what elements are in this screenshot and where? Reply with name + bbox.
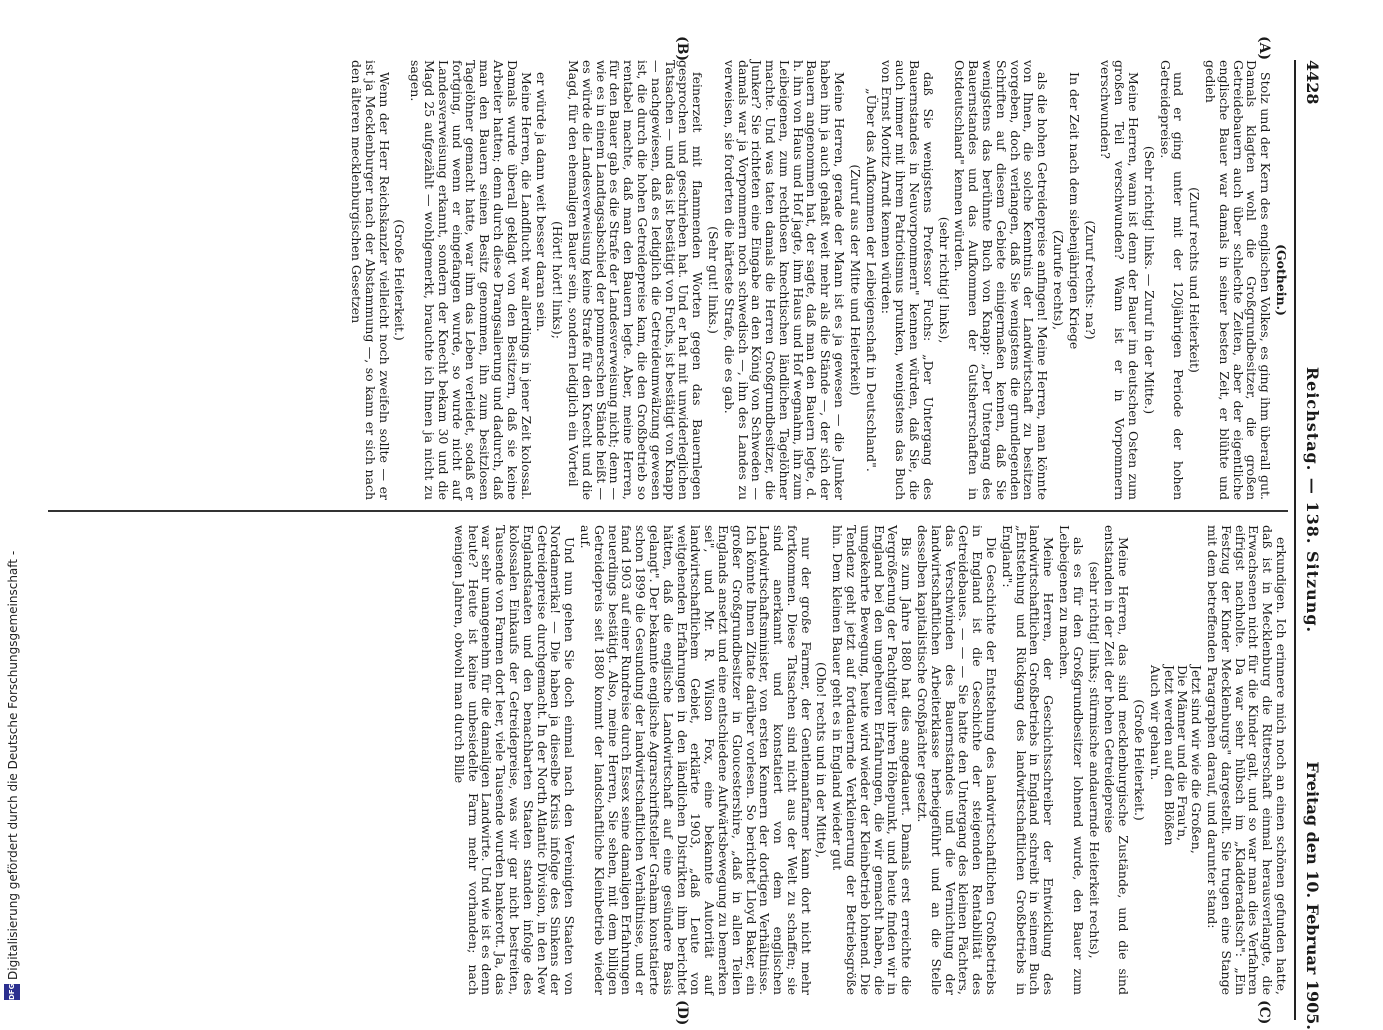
paragraph: Meine Herren, die Landflucht war allerdings in jener Zeit kolossal. Damals wurde überall geklagt von den Besitzern, daß sie keine Arbeiter hatten; denn durch diese Drangsalierung und dadurch, daß man den Bauern seinen Besitz genommen, ihn zum besitzlosen Tagelöhner gemacht hatte, war ihm das Leben verleidet, sodaß er fortging, und wenn er eingefangen wurde, so wurde nicht auf Landesverweisung erkannt, sondern der Knecht bekam 30 und die Magd 25 aufgezählt — wohlgemerkt, brauchte ich Ihnen ja nicht zu sagen. bbox=[408, 60, 534, 500]
paragraph: Und nun gehen Sie doch einmal nach den Vereinigten Staaten von Nordamerika! — Die haben ja dieselbe Krisis infolge des Sinkens der Getreidepreise durchgemacht. In der North Atlantic Division, in den New Englandstaaten und den benachbarten Staaten standen infolge des kolossalen Einkaufs der Getreidepreise, was wir gar nicht bestreiten, Tausende von Farmen dort leer, viele Tausende wurden bankerott. Ja, das war sehr unangenehm für die damaligen Landwirte. Und wie ist es denn heute? Heute ist keine unbesiedelte Farm mehr vorhanden; nach wenigen Jahren, obwohl man durch Bille bbox=[451, 525, 578, 995]
dfg-logo: DFG bbox=[4, 984, 20, 1000]
paragraph: als es für den Großgrundbesitzer lohnend wurde, den Bauer zum Leibeigenen zu machen. bbox=[1057, 525, 1086, 995]
footer-text: Digitalisierung gefördert durch die Deutsche Forschungsgemeinschaft - bbox=[6, 550, 20, 980]
stage-direction: (Oho! rechts und in der Mitte), bbox=[814, 661, 830, 859]
margin-mark-b: (B) bbox=[674, 36, 690, 62]
paragraph: erkundigen. Ich erinnere mich noch an einen schönen gefunden hatte, daß ist in Mecklenburg die Ritterschaft einmal herausverlangte, die Erwachsenen nicht für die Kinder galt, und so war man dies Verfahren eifrigst nachholte. Da war sehr hübsch im „Kladderadatsch": „Ein Festzug der Kinder Mecklenburgs" dargestellt. Sie trugen eine Stange mit dem betreffenden Paragraphen darauf, und darunter stand: bbox=[1205, 525, 1289, 995]
page-date: Freitag den 10. Februar 1905. bbox=[1303, 761, 1322, 1030]
stage-direction: (Sehr richtig! links. — Zuruf in der Mitte.) bbox=[1141, 145, 1157, 415]
verse-line: Die Männer und die Frau'n, bbox=[1175, 665, 1191, 842]
paragraph: In der Zeit nach dem siebenjährigen Kriege bbox=[1066, 72, 1082, 350]
margin-mark-c: (C) bbox=[1256, 1000, 1272, 1025]
right-column bbox=[450, 525, 1288, 995]
paragraph: Meine Herren, wann ist denn der Bauer im deutschen Osten zum großen Teil verschwunden? Wann ist er in Vorpommern verschwunden? bbox=[1098, 60, 1142, 500]
margin-mark-d: (D) bbox=[674, 1000, 690, 1026]
paragraph: Meine Herren, das sind mecklenburgische Zustände, und die sind entstanden in der Zeit der hohen Getreidepreise bbox=[1102, 525, 1132, 995]
verse-line: Auch wir gehau'n. bbox=[1147, 665, 1163, 781]
paragraph: Meine Herren, der Geschichtsschreiber der Entwicklung des landwirtschaftlichen Großbetriebs in England schreibt in seinem Buch „Entstehung und Rückgang des landwirtschaftlichen Großbetriebs in England": bbox=[999, 525, 1057, 995]
stage-direction: (Große Heiterkeit.) bbox=[1132, 699, 1148, 821]
margin-mark-a: (A) bbox=[1256, 36, 1272, 61]
paragraph: daß Sie wenigstens Professor Fuchs: „Der Untergang des Bauernstandes in Neuvorpommern" kennen würden, daß Sie, die auch immer mit ihrem Patriotismus prunken, wenigstens das Buch von Ernst Moritz Arndt kennen würden: bbox=[879, 60, 936, 500]
left-column bbox=[347, 60, 1288, 500]
stage-direction: „Über das Aufkommen der Leibeigenschaft in Deutschland". bbox=[863, 88, 879, 472]
stage-direction: (Große Heiterkeit.) bbox=[392, 219, 408, 341]
stage-direction: (sehr richtig! links; stürmische andauernde Heiterkeit rechts), bbox=[1086, 561, 1102, 959]
paragraph: er würde ja dann weit besser daran sein. bbox=[534, 72, 550, 332]
paragraph: als die hohen Getreidepreise anfingen! Meine Herren, man könnte von Ihnen, die solche Kenntnis der Landwirtschaft zu besitzen vorgeben, doch verlangen, daß Sie wenigstens die grundlegenden Schriften auf diesem Gebiete einigermaßen kennen, daß Sie wenigstens das berühmte Buch von Knapp: „Der Untergang des Bauernstandes und das Aufkommen der Gutsherrschaften in Ostdeutschland" kennen würden. bbox=[952, 60, 1051, 500]
page-title: Reichstag. — 138. Sitzung. bbox=[1303, 366, 1322, 634]
stage-direction: (Zurufe rechts), bbox=[1051, 229, 1067, 331]
paragraph: Die Geschichte der Entstehung des landwirtschaftlichen Großbetriebs in England ist die Geschichte der steigenden Rentabilität des Getreidebaues. — — — Sie hatte den Untergang des kleinen Pächters, das Verschwinden des Bauernstandes und die Vernichtung der landwirtschaftlichen Arbeiterklasse herbeigeführt und an die Stelle desselben kapitalistische Großpächter gesetzt. bbox=[915, 525, 1000, 995]
newspaper-page bbox=[10, 0, 1330, 1030]
stage-direction: (Zuruf rechts und Heiterkeit) bbox=[1187, 187, 1203, 373]
verse-line: Jetzt werden auf den Blößen bbox=[1161, 665, 1177, 846]
header-rule bbox=[1294, 60, 1296, 1020]
paragraph: feinerzeit mit flammenden Worten gegen das Bauernlegen gesprochen und geschrieben hat. Und er hat mit unwiderleglichen Tatsachen — und das ist bestätigt von Fuchs, ist bestätigt von Knapp — nachgewiesen, daß es lediglich die Getreideumwälzung gewesen ist, die durch die hohen Getreidepreise kam, die den Großbetrieb so rentabel machte, daß man den Bauern legte. Aber, meine Herren, für den Bauer gab es die Strafe der Landesverweisung nicht; denn — wie es in einem Landtagsabschied der pommerschen Stände heißt — es würde die Landesverweisung keine Strafe für den Knecht und die Magd, für den ehemaligen Bauer sein, sondern lediglich ein Vorteil bbox=[565, 60, 706, 500]
stage-direction: (Hört! hört! links); bbox=[550, 221, 566, 339]
paragraph: Wenn der Herr Reichskanzler vielleicht noch zweifeln sollte — er ist ja Mecklenburger nach der Abstammung —, so kann er sich nach den älteren mecklenburgischen Gesetzen bbox=[349, 60, 392, 500]
stage-direction: (sehr richtig! links), bbox=[936, 216, 952, 344]
stage-direction: (Zuruf rechts: na?) bbox=[1082, 220, 1098, 340]
column-divider bbox=[48, 510, 1288, 512]
paragraph: Stolz und der Kern des englischen Volkes, es ging ihm überall gut. Damals klagten wohl die Großgrundbesitzer, die großen Getreidebauern auch über schlechte Zeiten, aber der eigentliche englische Bauer war damals in seiner besten Zeit, er blühte und gedieh bbox=[1203, 60, 1274, 500]
paragraph: Bis zum Jahre 1880 hat dies angedauert. Damals erst erreichte die Vergrößerung der Pachtgüter ihren Höhepunkt, und heute finden wir in England bei den ungeheuren Erfahrungen, die wir gemacht haben, die umgekehrte Bewegung, heute wird wieder der Kleinbetrieb lohnend. Die Tendenz geht jetzt auf fortdauernde Verkleinerung der Betriebsgröße hin. Dem kleinen Bauer geht es in England wieder gut bbox=[830, 525, 915, 995]
digitization-footer bbox=[0, 0, 28, 1000]
stage-direction: (Sehr gut! links.) bbox=[705, 226, 721, 334]
stage-direction: (Zuruf aus der Mitte und Heiterkeit) bbox=[847, 164, 863, 396]
paragraph: und er ging unter mit der 120jährigen Periode der hohen Getreidepreise. bbox=[1157, 60, 1187, 500]
speaker-name: (Gothein.) bbox=[1274, 244, 1289, 316]
page-header bbox=[1296, 60, 1322, 1030]
page-number: 4428 bbox=[1303, 60, 1322, 105]
paragraph: nur der große Farmer, der Gentlemanfarmer kann dort nicht mehr fortkommen. Diese Tatsachen sind nicht aus der Welt zu schaffen; sie sind anerkannt und konstatiert von dem englischen Landwirtschaftsminister, von ersten Kennern der dortigen Verhältnisse. Ich könnte Ihnen Zitate darüber vorlesen. So berichtet Lloyd Baker, ein großer Großgrundbesitzer in Gloucestershire, „daß in allen Teilen Englands ansetzt und eine entschiedene Aufwärtsbewegung zu bemerken sei", und Mr. R. Wilson Fox, eine bekannte Autorität auf landwirtschaftlichem Gebiet, erklärte 1903, „daß Leute von weitgehenden Erfahrungen in den ländlichen Distrikten ihm berichtet hätten, daß die englische Landwirtschaft auf eine gesündere Basis gelangt". Der bekannte englische Agrarschriftsteller Graham konstatierte schon 1899 die Gesundung der landwirtschaftlichen Verhältnisse, und er fand 1903 auf einer Rundreise durch Essex seine damaligen Erfahrungen neuerdings bestätigt. Also, meine Herren, Sie sehen, mit dem billigen Getreidepreis seit 1880 kommt der landschaftliche Kleinbetrieb wieder auf. bbox=[577, 525, 814, 995]
paragraph: Meine Herren, gerade der Mann ist es ja gewesen — die Junker haben ihn ja auch gehaßt weit mehr als die Stände —, der sich der Bauern angenommen hat, der sagte, daß man den Bauern legte, d. h. ihn von Haus und Hof jagte, ihm Haus und Hof wegnahm, ihn zum Leibeigenen, zum rechtlosen knechtischen ländlichen Tagelöhner machte. Und was taten damals die Herren Großgrundbesitzer, die Junker? Sie richteten eine Eingabe an den König von Schweden — damals war ja Vorpommern noch schwedisch —, ihn des Landes zu verweisen, sie forderten die härteste Strafe, die es gab. bbox=[721, 60, 848, 500]
verse-line: Jetzt sind wir wie die Großen, bbox=[1189, 665, 1205, 854]
